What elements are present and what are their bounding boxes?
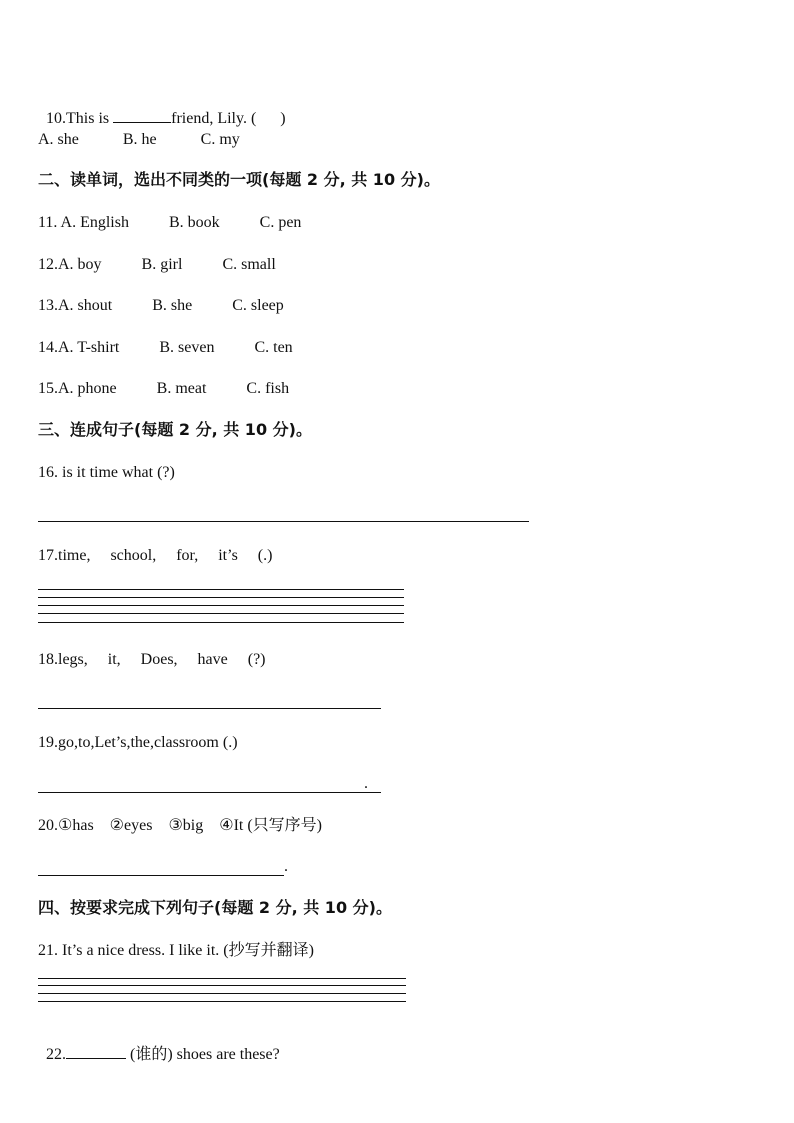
- question-21: 21. It’s a nice dress. I like it. (抄写并翻译): [38, 942, 314, 959]
- writing-line[interactable]: [38, 589, 404, 590]
- question-18: 18.legs, it, Does, have (?): [38, 651, 266, 668]
- question-22: [38, 1024, 280, 1065]
- answer-line[interactable]: [38, 792, 381, 793]
- writing-line[interactable]: [38, 978, 406, 979]
- question-22-suffix: (谁的) shoes are these?: [126, 1046, 280, 1063]
- question-10: [38, 88, 286, 129]
- writing-line[interactable]: [38, 993, 406, 994]
- answer-line[interactable]: [38, 521, 529, 522]
- section-4-heading: 四、按要求完成下列句子(每题 2 分, 共 10 分)。: [38, 898, 392, 917]
- question-15: 15.A. phone B. meat C. fish: [38, 380, 290, 397]
- answer-blank[interactable]: [113, 108, 171, 123]
- question-13: 13.A. shout B. she C. sleep: [38, 297, 284, 314]
- writing-line[interactable]: [38, 605, 404, 606]
- question-10-options: A. she B. he C. my: [38, 131, 240, 148]
- writing-line[interactable]: [38, 622, 404, 623]
- question-17: 17.time, school, for, it’s (.): [38, 547, 273, 564]
- question-12: 12.A. boy B. girl C. small: [38, 256, 276, 273]
- answer-line[interactable]: [38, 875, 284, 876]
- answer-line[interactable]: [38, 708, 381, 709]
- writing-line[interactable]: [38, 597, 404, 598]
- writing-line[interactable]: [38, 1001, 406, 1002]
- question-19: 19.go,to,Let’s,the,classroom (.): [38, 734, 238, 751]
- section-3-heading: 三、连成句子(每题 2 分, 共 10 分)。: [38, 420, 312, 439]
- question-11: 11. A. English B. book C. pen: [38, 214, 302, 231]
- writing-line[interactable]: [38, 985, 406, 986]
- question-10-prefix: 10.This is: [46, 110, 114, 127]
- question-14: 14.A. T-shirt B. seven C. ten: [38, 339, 293, 356]
- question-22-prefix: 22.: [46, 1046, 66, 1063]
- answer-period: .: [364, 775, 368, 792]
- answer-period: .: [284, 858, 288, 875]
- writing-line[interactable]: [38, 613, 404, 614]
- question-16: 16. is it time what (?): [38, 464, 175, 481]
- answer-blank[interactable]: [66, 1044, 126, 1059]
- question-20: 20.①has ②eyes ③big ④It (只写序号): [38, 817, 323, 834]
- question-10-suffix: friend, Lily. ( ): [171, 110, 286, 127]
- section-2-heading: 二、读单词，选出不同类的一项(每题 2 分, 共 10 分)。: [38, 170, 440, 189]
